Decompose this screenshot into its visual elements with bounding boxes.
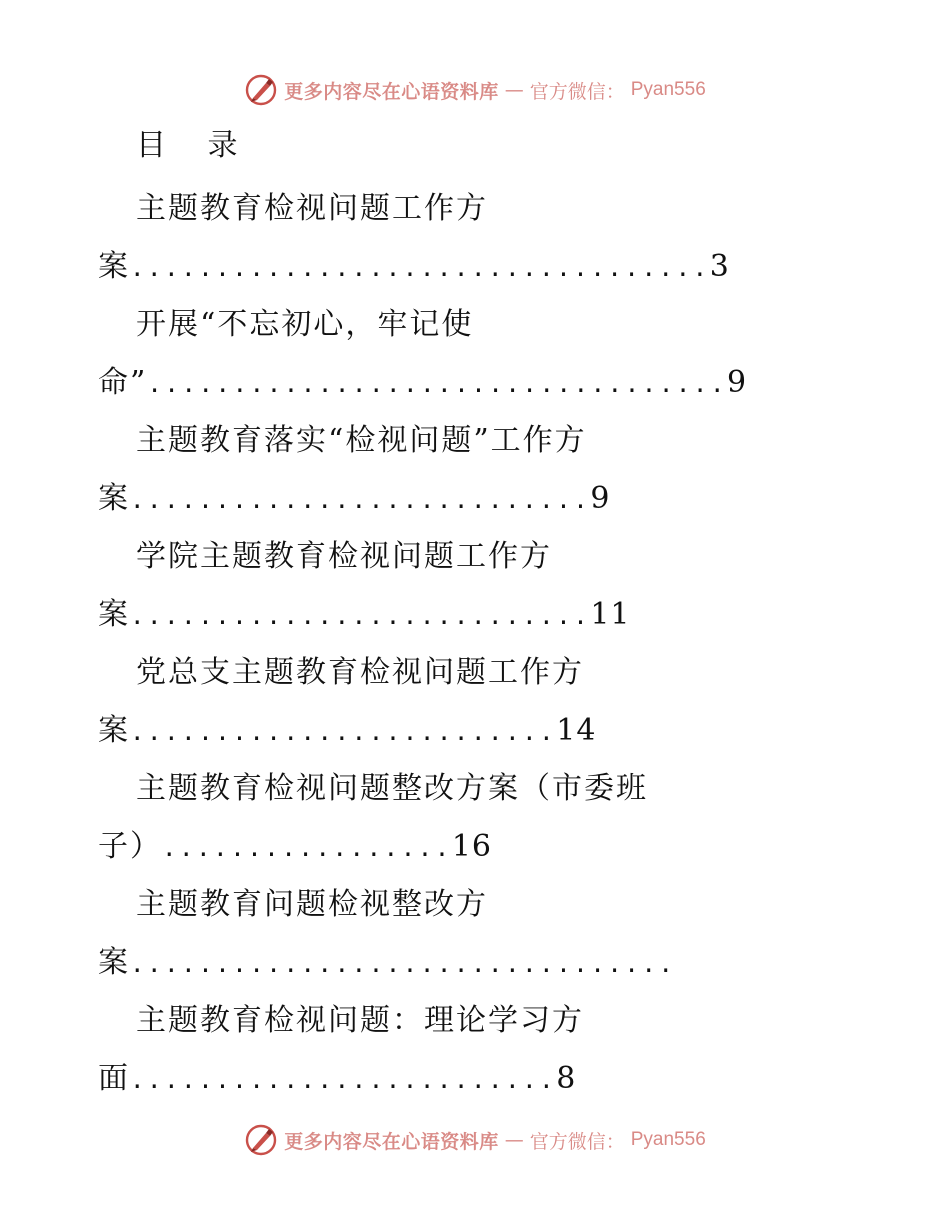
toc-entry-leader-line — [0, 1050, 950, 1108]
toc-entry-title-tail: 案 — [98, 945, 130, 980]
toc-title: 目 录 — [136, 128, 254, 163]
toc-entry-leader-line — [0, 354, 950, 412]
toc-entry-title-tail: 案 — [98, 481, 130, 516]
toc-dot-leader: ......................... — [130, 718, 557, 746]
toc-entry-title-tail: 案 — [98, 597, 130, 632]
toc-page-number: 9 — [590, 481, 611, 516]
toc-dot-leader: ......................... — [130, 1066, 557, 1094]
toc-entry-title: 开展“不忘初心，牢记使 — [136, 307, 474, 342]
toc-entry-title-tail: 子） — [98, 829, 162, 864]
toc-entry[interactable] — [0, 992, 950, 1108]
watermark-separator: — — [504, 79, 524, 101]
toc-entry-title-tail: 案 — [98, 713, 130, 748]
toc-entry[interactable] — [0, 760, 950, 876]
toc-page-number: 8 — [556, 1061, 577, 1096]
toc-dot-leader: .................................. — [147, 370, 728, 398]
toc-entry[interactable] — [0, 412, 950, 528]
header-watermark-banner — [0, 70, 950, 110]
watermark-label: 官方微信： — [529, 80, 625, 103]
toc-entry-title: 主题教育检视问题：理论学习方 — [136, 1003, 584, 1038]
toc-entry-title-tail: 案 — [98, 249, 130, 284]
toc-entry-title: 主题教育检视问题工作方 — [136, 191, 488, 226]
toc-page-number: 16 — [451, 829, 493, 864]
watermark-content — [244, 1123, 706, 1157]
watermark-wechat-id: Pyan556 — [630, 1129, 706, 1150]
toc-entry[interactable] — [0, 296, 950, 412]
toc-page-number: 3 — [709, 249, 730, 284]
toc-entry-leader-line — [0, 586, 950, 644]
watermark-content — [244, 73, 706, 107]
toc-entry-title: 主题教育问题检视整改方 — [136, 887, 488, 922]
toc-entry-leader-line — [0, 934, 950, 992]
toc-page-number: 9 — [727, 365, 748, 400]
toc-entry-title-tail: 面 — [98, 1061, 130, 1096]
watermark-separator: — — [504, 1129, 524, 1151]
toc-entry-title-tail: 命” — [98, 365, 148, 400]
toc-entry-leader-line — [0, 702, 950, 760]
toc-dot-leader: ................................ — [130, 950, 676, 978]
toc-entry[interactable] — [0, 876, 950, 992]
toc-page-number: 11 — [590, 597, 631, 632]
watermark-text: 更多内容尽在心语资料库 — [284, 1130, 499, 1153]
toc-entry-title: 主题教育落实“检视问题”工作方 — [136, 423, 587, 458]
table-of-contents — [0, 180, 950, 1108]
toc-dot-leader: ........................... — [130, 602, 591, 630]
toc-entry-title: 主题教育检视问题整改方案（市委班 — [136, 771, 648, 806]
toc-entry-title: 党总支主题教育检视问题工作方 — [136, 655, 584, 690]
watermark-text: 更多内容尽在心语资料库 — [284, 80, 499, 103]
pen-logo-icon — [244, 1123, 278, 1157]
watermark-wechat-id: Pyan556 — [630, 79, 706, 100]
watermark-label: 官方微信： — [529, 1130, 625, 1153]
toc-entry[interactable] — [0, 528, 950, 644]
toc-entry-leader-line — [0, 818, 950, 876]
toc-page-number: 14 — [556, 713, 597, 748]
toc-entry-title: 学院主题教育检视问题工作方 — [136, 539, 552, 574]
toc-dot-leader: .................................. — [130, 254, 710, 282]
toc-dot-leader: ........................... — [130, 486, 591, 514]
toc-entry-leader-line — [0, 238, 950, 296]
footer-watermark-banner — [0, 1120, 950, 1160]
toc-dot-leader: ................. — [162, 834, 452, 862]
toc-entry-leader-line — [0, 470, 950, 528]
toc-entry[interactable] — [0, 644, 950, 760]
toc-entry[interactable] — [0, 180, 950, 296]
pen-logo-icon — [244, 73, 278, 107]
